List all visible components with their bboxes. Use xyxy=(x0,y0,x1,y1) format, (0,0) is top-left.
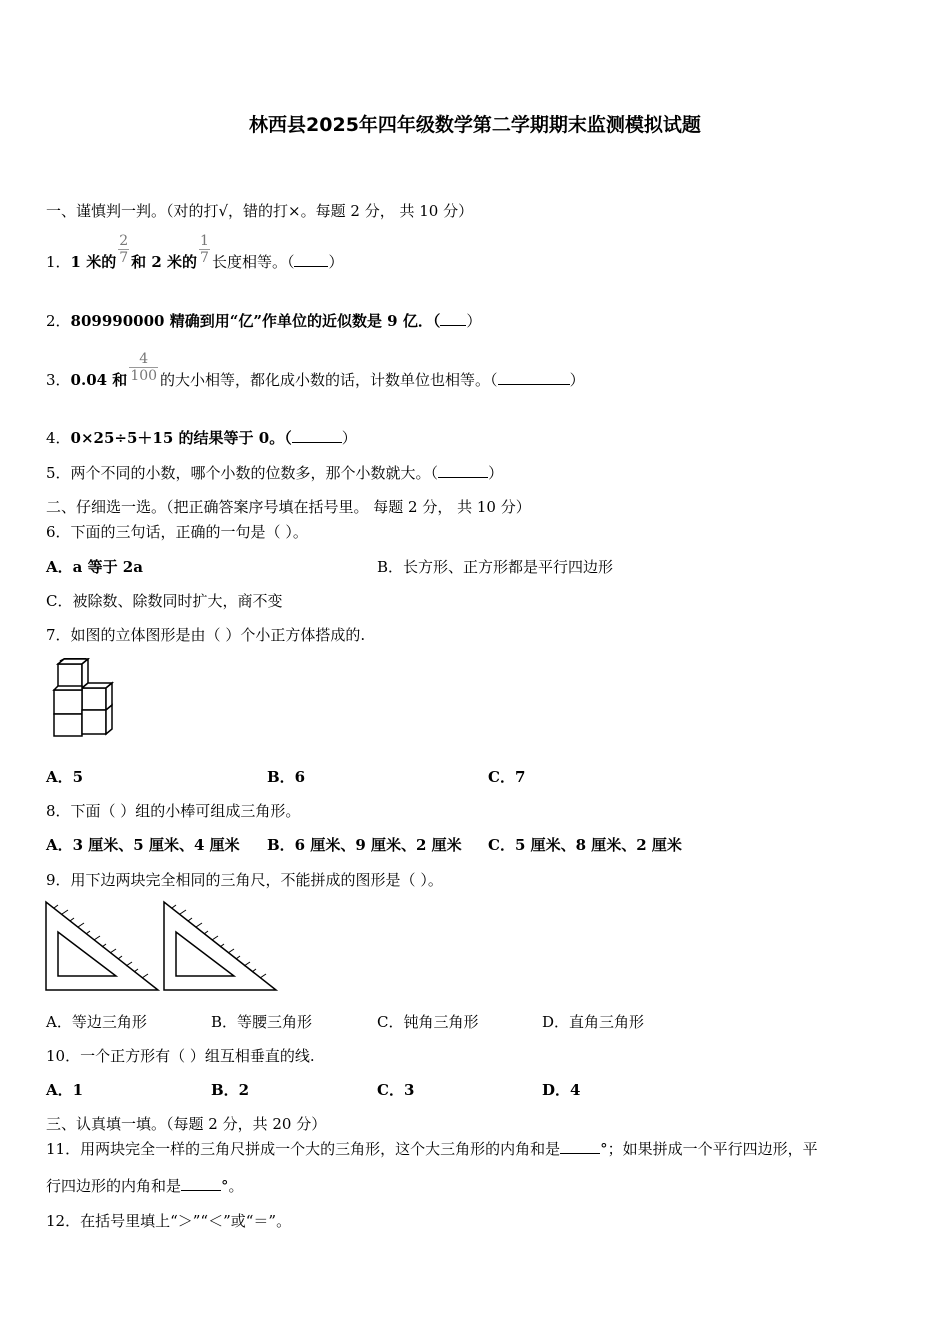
q3-fraction: $\frac{4}{100}$ xyxy=(130,350,158,384)
q2-text-b: ） xyxy=(466,312,482,330)
cube-top xyxy=(58,664,82,688)
q4-number: 4． xyxy=(46,429,71,447)
q6-stem: 6．下面的三句话，正确的一句是（ ）。 xyxy=(46,523,308,541)
set-squares-figure xyxy=(44,900,280,994)
q5-text-b: ） xyxy=(488,464,504,482)
q12-stem: 12．在括号里填上“＞”“＜”或“＝”。 xyxy=(46,1212,292,1230)
q8-stem: 8．下面（ ）组的小棒可组成三角形。 xyxy=(46,802,301,820)
q4-text-a: 0×25÷5＋15 的结果等于 0。（ xyxy=(70,429,292,447)
section3-heading: 三、认真填一填。（每题 2 分，共 20 分） xyxy=(46,1115,327,1133)
question-2 xyxy=(46,311,481,331)
q3-number: 3． xyxy=(46,371,71,389)
q5-answer-blank[interactable] xyxy=(438,463,488,478)
cube-stack-figure xyxy=(46,658,116,738)
page-title: 林西县2025年四年级数学第二学期期末监测模拟试题 xyxy=(249,114,701,136)
section2-heading: 二、仔细选一选。（把正确答案序号填在括号里。 每题 2 分， 共 10 分） xyxy=(46,498,531,516)
set-square-left xyxy=(46,902,158,990)
q6-option-b[interactable]: B．长方形、正方形都是平行四边形 xyxy=(377,558,614,576)
section1-heading: 一、谨慎判一判。（对的打√，错的打×。每题 2 分， 共 10 分） xyxy=(46,202,474,220)
q1-answer-blank[interactable] xyxy=(294,252,328,267)
q10-option-c[interactable]: C．3 xyxy=(377,1081,415,1099)
q3-text-a: 0.04 和 xyxy=(70,371,128,389)
q6-option-a[interactable]: A．a 等于 2a xyxy=(46,558,143,576)
q5-text-a: 两个不同的小数，哪个小数的位数多，那个小数就大。（ xyxy=(70,464,439,482)
q10-stem: 10．一个正方形有（ ）组互相垂直的线. xyxy=(46,1047,315,1065)
q9-option-b[interactable]: B．等腰三角形 xyxy=(211,1013,313,1031)
q1-fraction-2: $\frac{1}{7}$ xyxy=(200,232,209,266)
q10-option-b[interactable]: B．2 xyxy=(211,1081,250,1099)
q11-text-a: 11．用两块完全一样的三角尺拼成一个大的三角形，这个大三角形的内角和是 xyxy=(46,1140,561,1158)
q11-line-1 xyxy=(46,1139,818,1159)
q9-option-c[interactable]: C．钝角三角形 xyxy=(377,1013,479,1031)
q1-text-c: 长度相等。（ xyxy=(211,253,295,271)
q3-answer-blank[interactable] xyxy=(498,370,570,385)
q8-option-b[interactable]: B．6 厘米、9 厘米、2 厘米 xyxy=(267,836,462,854)
q7-option-b[interactable]: B．6 xyxy=(267,768,306,786)
q5-number: 5． xyxy=(46,464,71,482)
q10-option-d[interactable]: D．4 xyxy=(542,1081,581,1099)
q4-text-b: ） xyxy=(341,429,357,447)
cube-right-upper xyxy=(82,688,106,710)
q11-blank-1[interactable] xyxy=(560,1139,600,1154)
q9-option-a[interactable]: A．等边三角形 xyxy=(46,1013,147,1031)
q9-option-d[interactable]: D．直角三角形 xyxy=(542,1013,645,1031)
q11-text-c: 行四边形的内角和是 xyxy=(46,1177,182,1195)
q11-blank-2[interactable] xyxy=(181,1176,221,1191)
cube-left-bottom xyxy=(54,714,82,736)
q1-number: 1． xyxy=(46,253,71,271)
q2-number: 2． xyxy=(46,312,71,330)
q8-option-a[interactable]: A．3 厘米、5 厘米、4 厘米 xyxy=(46,836,240,854)
cube-left-middle xyxy=(54,690,82,714)
q3-text-b: 的大小相等，都化成小数的话，计数单位也相等。（ xyxy=(160,371,498,389)
q11-text-d: °。 xyxy=(221,1177,244,1195)
q2-answer-blank[interactable] xyxy=(440,311,466,326)
question-1 xyxy=(46,232,344,272)
q3-text-c: ） xyxy=(569,371,585,389)
set-square-right xyxy=(164,902,276,990)
question-4 xyxy=(46,428,357,448)
q1-fraction-1: $\frac{2}{7}$ xyxy=(119,232,129,266)
cube-right-lower xyxy=(82,710,106,734)
q4-answer-blank[interactable] xyxy=(292,428,342,443)
question-3 xyxy=(46,350,585,390)
question-5 xyxy=(46,463,503,483)
q7-option-a[interactable]: A．5 xyxy=(46,768,84,786)
q7-stem: 7．如图的立体图形是由（ ）个小正方体搭成的. xyxy=(46,626,366,644)
q1-text-a: 1 米的 xyxy=(70,253,117,271)
q9-stem: 9．用下边两块完全相同的三角尺，不能拼成的图形是（ ）。 xyxy=(46,871,443,889)
q10-option-a[interactable]: A．1 xyxy=(46,1081,84,1099)
q8-option-c[interactable]: C．5 厘米、8 厘米、2 厘米 xyxy=(488,836,682,854)
q11-line-2 xyxy=(46,1176,244,1196)
q11-text-b: °；如果拼成一个平行四边形，平 xyxy=(600,1140,818,1158)
q1-text-d: ） xyxy=(328,253,344,271)
q6-option-c[interactable]: C．被除数、除数同时扩大，商不变 xyxy=(46,592,283,610)
q2-text-a: 809990000 精确到用“亿”作单位的近似数是 9 亿．（ xyxy=(70,312,441,330)
q1-text-b: 和 2 米的 xyxy=(131,253,198,271)
q7-option-c[interactable]: C．7 xyxy=(488,768,526,786)
